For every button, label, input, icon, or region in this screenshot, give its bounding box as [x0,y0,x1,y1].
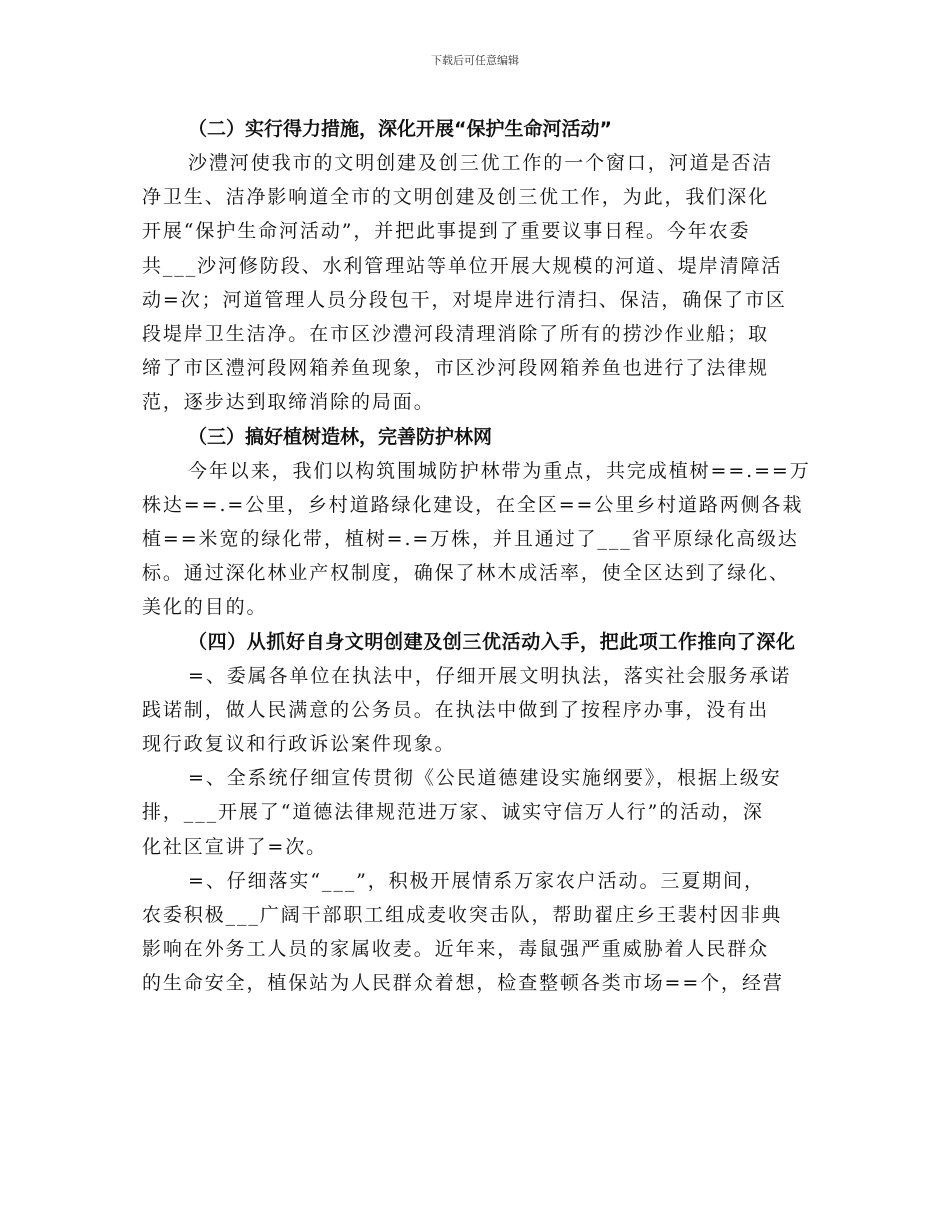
text-line: 净卫生、洁净影响道全市的文明创建及创三优工作，为此，我们深化 [142,186,770,209]
section-4-item-2 [142,761,828,864]
text-line: 现行政复议和行政诉讼案件现象。 [142,733,456,756]
text-line: 影响在外务工人员的家属收麦。近年来，毒鼠强严重威胁着人民群众 [142,938,770,961]
section-4-heading: （四）从抓好自身文明创建及创三优活动入手，把此项工作推向了深化 [188,630,796,653]
text-line: 沙澧河使我市的文明创建及创三优工作的一个窗口，河道是否洁 [188,152,774,174]
text-line: 排，___开展了“道德法律规范进万家、诚实守信万人行”的活动，深 [142,801,764,824]
text-line: 动=次；河道管理人员分段包干，对堤岸进行清扫、保洁，确保了市区 [142,288,787,311]
text-line: 化社区宣讲了=次。 [142,835,328,858]
text-line: 缔了市区澧河段网箱养鱼现象，市区沙河段网箱养鱼也进行了法律规 [142,357,770,380]
document-body [142,112,828,1001]
section-4-item-1 [142,659,828,762]
page-header: 下载后可任意编辑 [431,54,519,67]
text-line: 标。通过深化林业产权制度，确保了林木成活率，使全区达到了绿化、 [142,562,790,585]
section-3-heading: （三）搞好植树造林，完善防护林网 [188,425,493,448]
section-2-paragraph [142,146,828,420]
text-line: 今年以来，我们以构筑围城防护林带为重点，共完成植树==.==万 [188,459,811,482]
section-4-item-3 [142,864,828,1001]
text-line: 农委积极___广阔干部职工组成麦收突击队，帮助翟庄乡王裴村因非典 [142,904,783,927]
section-3-paragraph [142,454,828,625]
text-line: 共___沙河修防段、水利管理站等单位开展大规模的河道、堤岸清障活 [142,254,783,277]
text-line: 美化的目的。 [142,596,268,619]
text-line: 的生命安全，植保站为人民群众着想，检查整顿各类市场==个，经营 [142,972,784,995]
text-line: 植==米宽的绿化带，植树=.=万株，并且通过了___省平原绿化高级达 [142,528,799,551]
text-line: 开展“保护生命河活动”，并把此事提到了重要议事日程。今年农委 [142,220,751,243]
section-2-heading: （二）实行得力措施，深化开展“保护生命河活动” [188,118,612,140]
text-line: 段堤岸卫生洁净。在市区沙澧河段清理消除了所有的捞沙作业船；取 [142,323,770,346]
text-line: =、仔细落实“___”，积极开展情系万家农户活动。三夏期间， [188,869,765,892]
text-line: =、委属各单位在执法中，仔细开展文明执法，落实社会服务承诺 [188,664,792,687]
text-line: 株达==.=公里，乡村道路绿化建设，在全区==公里乡村道路两侧各栽 [142,493,804,516]
text-line: 范，逐步达到取缔消除的局面。 [142,391,435,414]
text-line: =、全系统仔细宣传贯彻《公民道德建设实施纲要》，根据上级安 [188,767,782,790]
text-line: 践诺制，做人民满意的公务员。在执法中做到了按程序办事，没有出 [142,698,770,721]
